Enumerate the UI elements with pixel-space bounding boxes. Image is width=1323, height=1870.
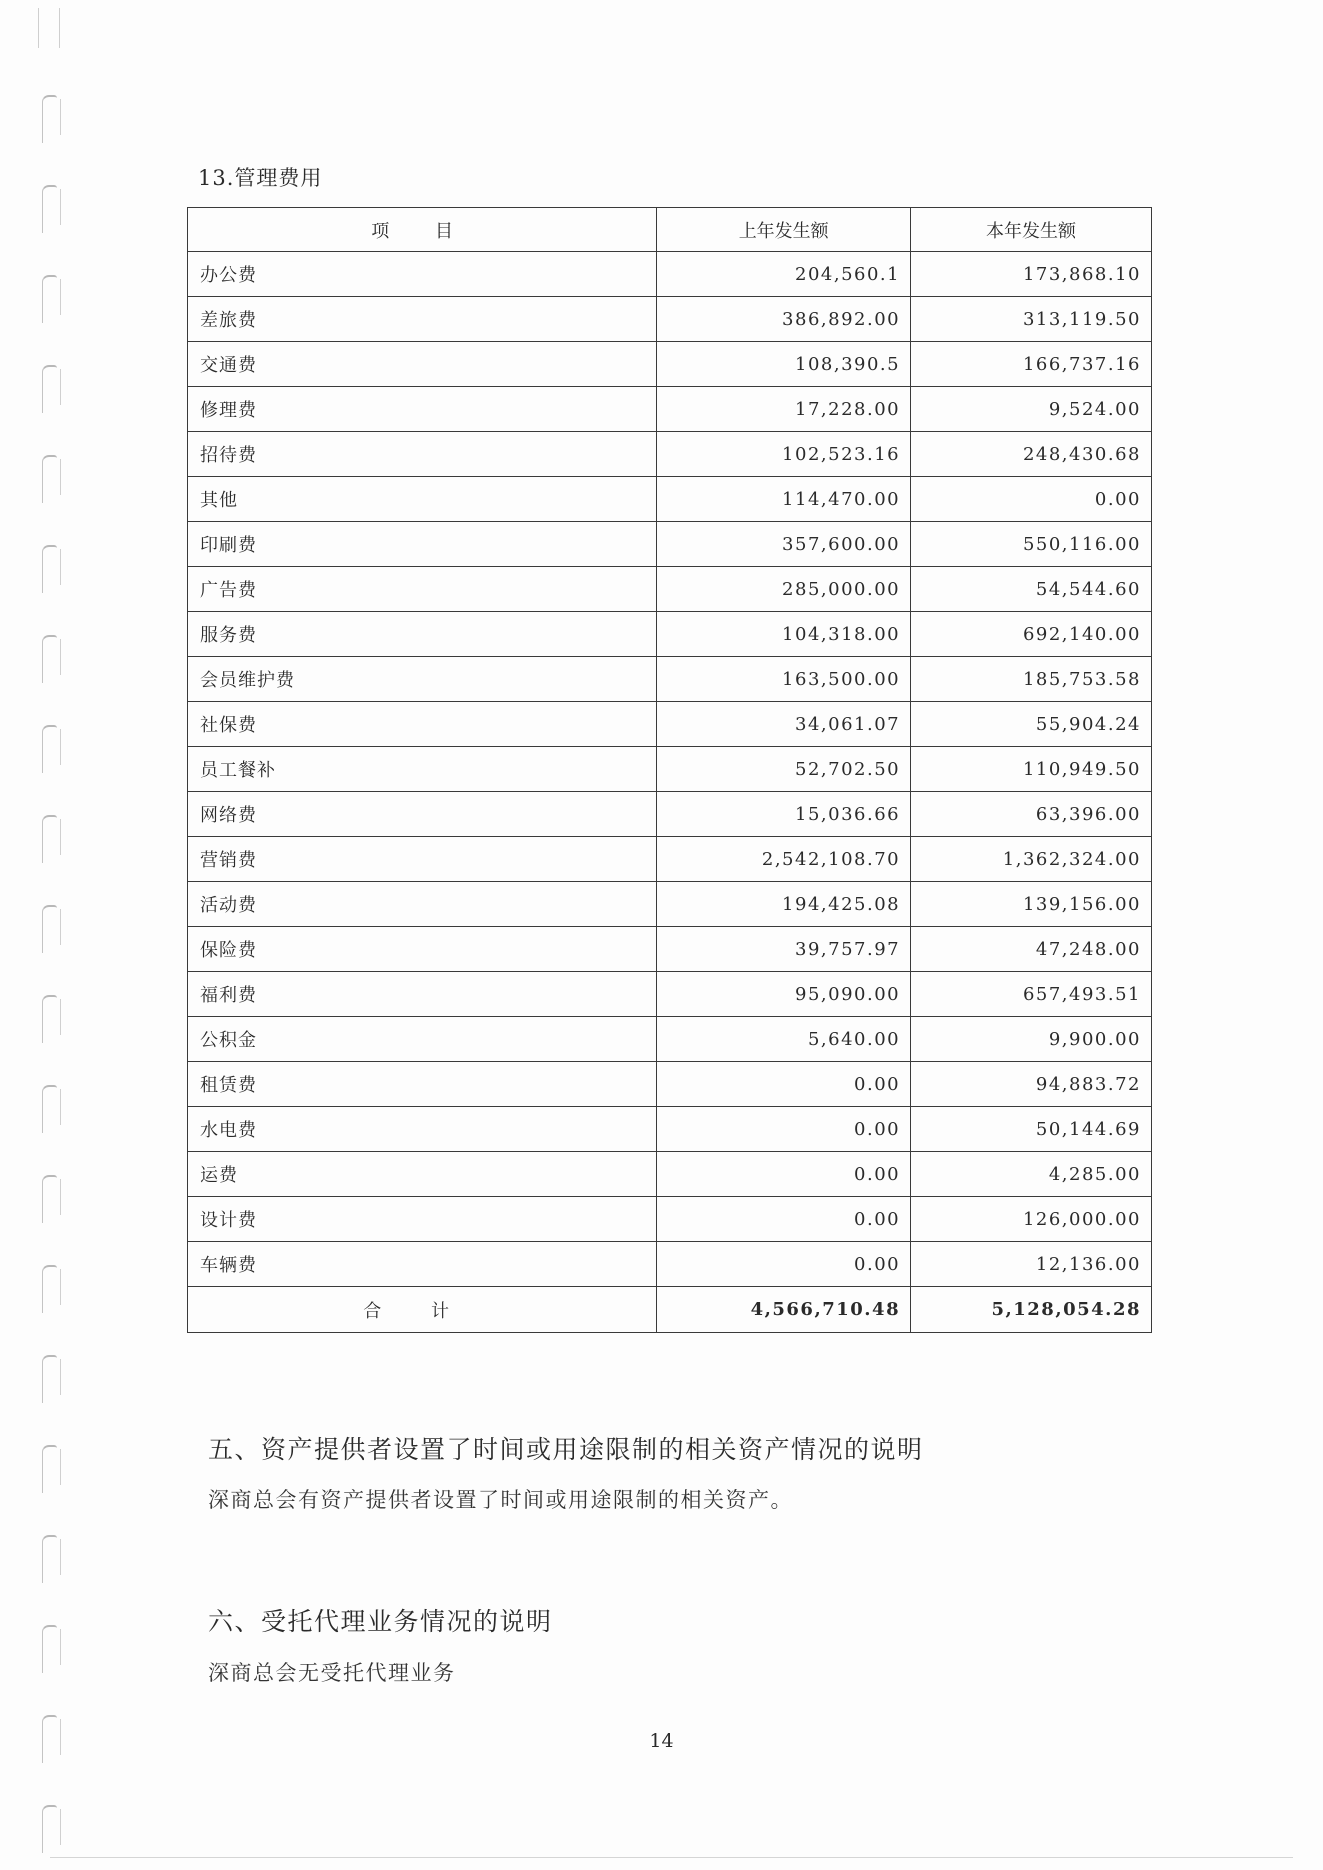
table-row — [188, 612, 1152, 657]
row-item: 租赁费 — [188, 1062, 657, 1107]
row-item: 办公费 — [188, 252, 657, 297]
row-curr: 126,000.00 — [911, 1197, 1152, 1242]
row-prev: 108,390.5 — [657, 342, 911, 387]
page-number: 14 — [649, 1730, 674, 1752]
row-item: 交通费 — [188, 342, 657, 387]
table-row — [188, 567, 1152, 612]
table-row — [188, 1197, 1152, 1242]
management-expense-table — [187, 207, 1152, 1333]
table-row — [188, 1062, 1152, 1107]
row-curr: 185,753.58 — [911, 657, 1152, 702]
binding-hole — [42, 95, 57, 143]
row-prev: 52,702.50 — [657, 747, 911, 792]
binding-hole — [42, 545, 57, 593]
table-row — [188, 297, 1152, 342]
row-curr: 4,285.00 — [911, 1152, 1152, 1197]
row-prev: 285,000.00 — [657, 567, 911, 612]
table-row — [188, 522, 1152, 567]
row-item: 差旅费 — [188, 297, 657, 342]
row-prev: 0.00 — [657, 1242, 911, 1287]
row-prev: 0.00 — [657, 1062, 911, 1107]
row-curr: 173,868.10 — [911, 252, 1152, 297]
section5-text: 深商总会有资产提供者设置了时间或用途限制的相关资产。 — [208, 1488, 793, 1512]
row-curr: 9,524.00 — [911, 387, 1152, 432]
row-item: 设计费 — [188, 1197, 657, 1242]
row-curr: 0.00 — [911, 477, 1152, 522]
table-row — [188, 1152, 1152, 1197]
total-curr: 5,128,054.28 — [911, 1287, 1152, 1333]
total-label: 合 计 — [188, 1287, 657, 1333]
total-prev: 4,566,710.48 — [657, 1287, 911, 1333]
table-row — [188, 252, 1152, 297]
row-item: 其他 — [188, 477, 657, 522]
row-prev: 2,542,108.70 — [657, 837, 911, 882]
row-prev: 39,757.97 — [657, 927, 911, 972]
binding-hole — [42, 1535, 57, 1583]
table-row — [188, 387, 1152, 432]
section6-text: 深商总会无受托代理业务 — [208, 1661, 456, 1685]
row-curr: 55,904.24 — [911, 702, 1152, 747]
table-row — [188, 432, 1152, 477]
row-prev: 357,600.00 — [657, 522, 911, 567]
row-item: 招待费 — [188, 432, 657, 477]
row-prev: 194,425.08 — [657, 882, 911, 927]
binding-hole — [42, 635, 57, 683]
row-prev: 386,892.00 — [657, 297, 911, 342]
table-row — [188, 927, 1152, 972]
row-curr: 313,119.50 — [911, 297, 1152, 342]
row-item: 福利费 — [188, 972, 657, 1017]
row-item: 运费 — [188, 1152, 657, 1197]
row-item: 修理费 — [188, 387, 657, 432]
row-curr: 550,116.00 — [911, 522, 1152, 567]
row-prev: 0.00 — [657, 1152, 911, 1197]
row-curr: 12,136.00 — [911, 1242, 1152, 1287]
row-item: 印刷费 — [188, 522, 657, 567]
row-prev: 0.00 — [657, 1197, 911, 1242]
binding-hole — [42, 275, 57, 323]
binding-hole — [42, 1805, 57, 1853]
binding-holes — [36, 0, 66, 1870]
row-prev: 5,640.00 — [657, 1017, 911, 1062]
table-row — [188, 1242, 1152, 1287]
binding-hole — [42, 725, 57, 773]
row-item: 水电费 — [188, 1107, 657, 1152]
table-row — [188, 477, 1152, 522]
row-prev: 104,318.00 — [657, 612, 911, 657]
table-row — [188, 792, 1152, 837]
row-item: 服务费 — [188, 612, 657, 657]
row-prev: 163,500.00 — [657, 657, 911, 702]
row-prev: 17,228.00 — [657, 387, 911, 432]
binding-hole — [42, 185, 57, 233]
row-curr: 692,140.00 — [911, 612, 1152, 657]
table-row — [188, 1107, 1152, 1152]
row-curr: 166,737.16 — [911, 342, 1152, 387]
row-prev: 34,061.07 — [657, 702, 911, 747]
section-heading: 13.管理费用 — [198, 166, 323, 190]
binding-hole — [42, 995, 57, 1043]
row-curr: 47,248.00 — [911, 927, 1152, 972]
binding-hole — [42, 1175, 57, 1223]
row-item: 活动费 — [188, 882, 657, 927]
row-prev: 95,090.00 — [657, 972, 911, 1017]
row-prev: 102,523.16 — [657, 432, 911, 477]
binding-hole — [42, 815, 57, 863]
row-prev: 15,036.66 — [657, 792, 911, 837]
row-curr: 9,900.00 — [911, 1017, 1152, 1062]
table-row — [188, 837, 1152, 882]
section5-title: 五、资产提供者设置了时间或用途限制的相关资产情况的说明 — [208, 1435, 924, 1464]
row-curr: 110,949.50 — [911, 747, 1152, 792]
binding-hole — [42, 1085, 57, 1133]
binding-hole — [42, 1265, 57, 1313]
scan-bottom-edge — [50, 1857, 1293, 1858]
row-item: 公积金 — [188, 1017, 657, 1062]
row-curr: 54,544.60 — [911, 567, 1152, 612]
table-row — [188, 702, 1152, 747]
row-curr: 50,144.69 — [911, 1107, 1152, 1152]
table-row — [188, 342, 1152, 387]
row-item: 车辆费 — [188, 1242, 657, 1287]
binding-hole — [42, 1625, 57, 1673]
table-row — [188, 657, 1152, 702]
row-curr: 1,362,324.00 — [911, 837, 1152, 882]
row-item: 网络费 — [188, 792, 657, 837]
binding-hole — [42, 365, 57, 413]
binding-hole — [42, 1355, 57, 1403]
row-prev: 0.00 — [657, 1107, 911, 1152]
row-curr: 657,493.51 — [911, 972, 1152, 1017]
row-item: 员工餐补 — [188, 747, 657, 792]
table-total-row — [188, 1287, 1152, 1333]
table-row — [188, 1017, 1152, 1062]
table-header-row — [188, 208, 1152, 252]
row-item: 社保费 — [188, 702, 657, 747]
header-prev-year: 上年发生额 — [657, 208, 911, 252]
binding-hole — [42, 905, 57, 953]
table-row — [188, 747, 1152, 792]
header-curr-year: 本年发生额 — [911, 208, 1152, 252]
row-item: 营销费 — [188, 837, 657, 882]
row-item: 广告费 — [188, 567, 657, 612]
header-item: 项 目 — [188, 208, 657, 252]
row-prev: 114,470.00 — [657, 477, 911, 522]
section6-title: 六、受托代理业务情况的说明 — [208, 1607, 553, 1636]
binding-hole — [42, 1445, 57, 1493]
row-curr: 94,883.72 — [911, 1062, 1152, 1107]
row-curr: 139,156.00 — [911, 882, 1152, 927]
row-curr: 248,430.68 — [911, 432, 1152, 477]
row-curr: 63,396.00 — [911, 792, 1152, 837]
row-item: 保险费 — [188, 927, 657, 972]
table-row — [188, 882, 1152, 927]
table-row — [188, 972, 1152, 1017]
binding-hole — [42, 455, 57, 503]
row-item: 会员维护费 — [188, 657, 657, 702]
row-prev: 204,560.1 — [657, 252, 911, 297]
